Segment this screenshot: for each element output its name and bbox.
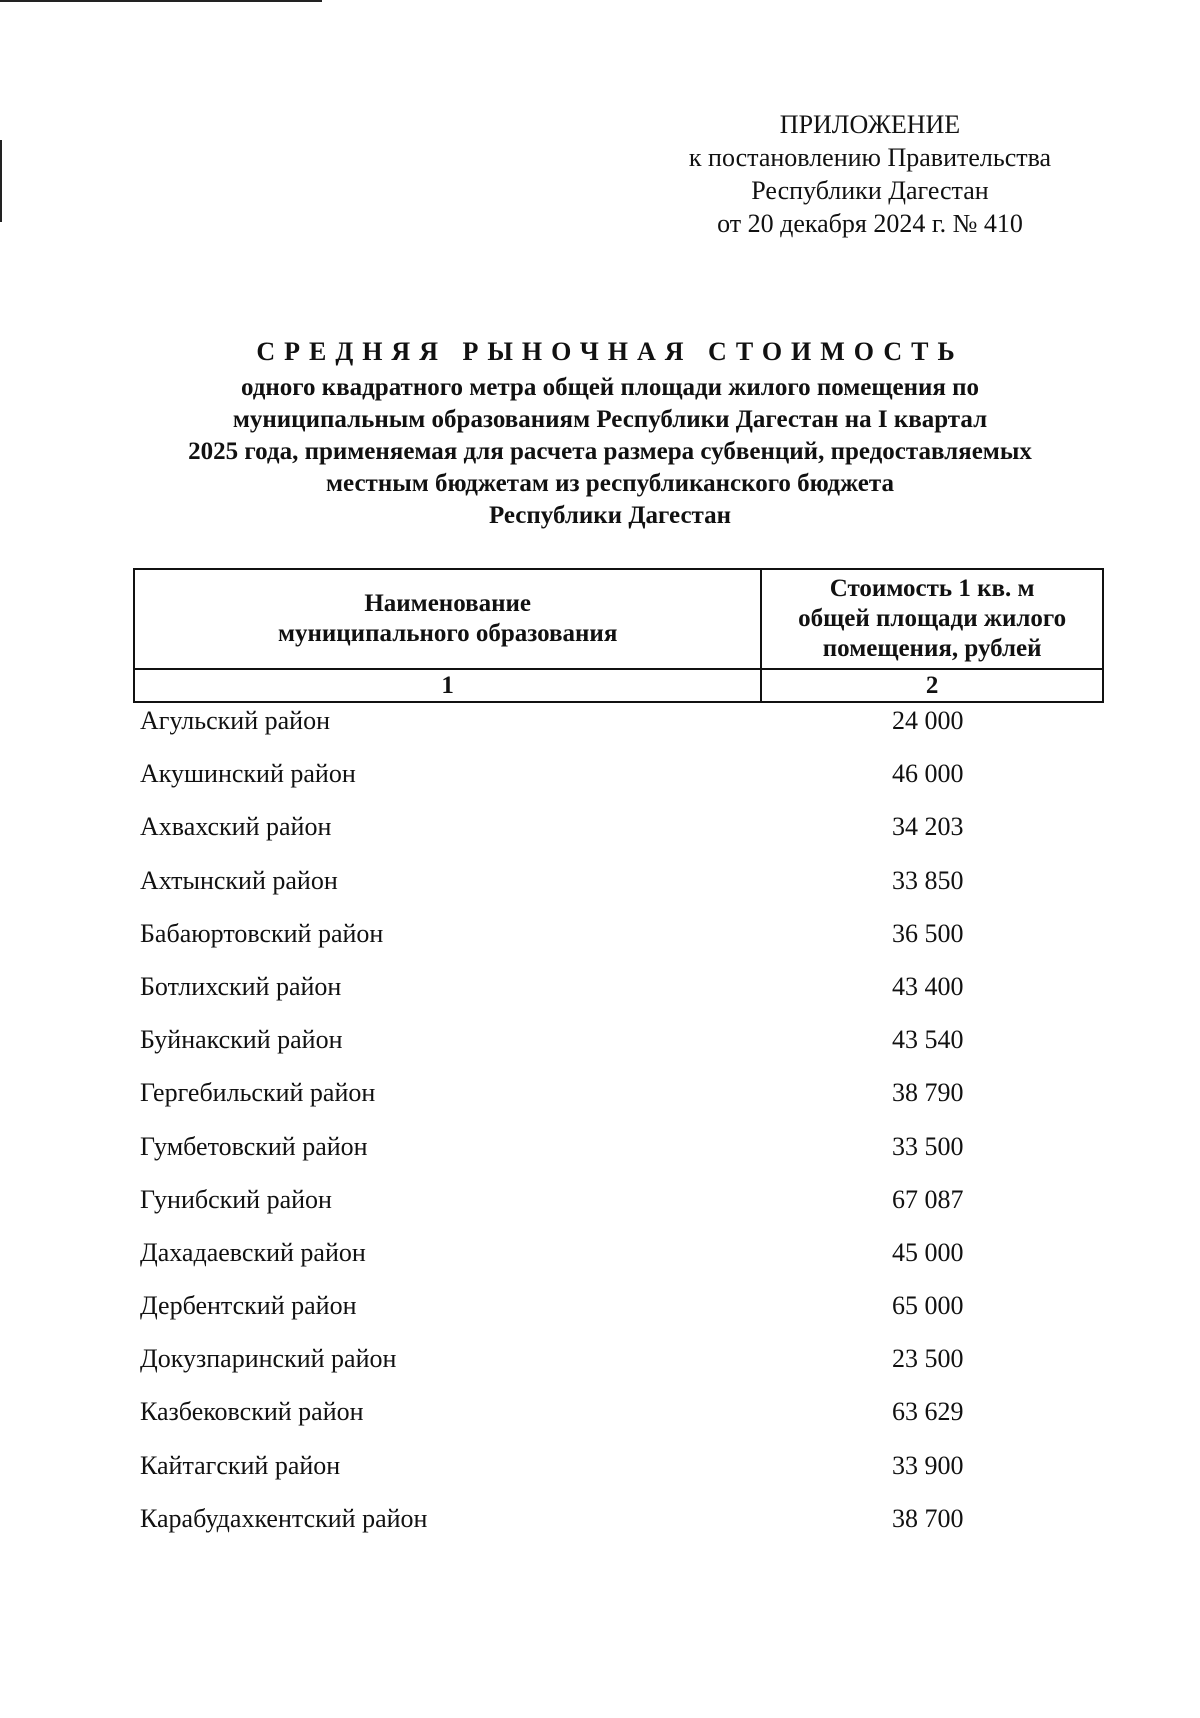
cost-value: 33 500	[892, 1131, 964, 1161]
cost-value: 38 790	[892, 1078, 964, 1108]
header-text: Стоимость 1 кв. м	[829, 575, 1035, 602]
table-row	[140, 1397, 1100, 1450]
table-row	[140, 1291, 1100, 1344]
cost-value: 34 203	[892, 812, 964, 842]
municipality-name: Дербентский район	[140, 1291, 357, 1321]
municipality-name: Ботлихский район	[140, 971, 342, 1001]
appendix-line: к постановлению Правительства	[688, 143, 1052, 172]
cost-value: 38 700	[892, 1503, 964, 1533]
cost-value: 24 000	[892, 706, 964, 735]
scan-edge-mark	[0, 140, 2, 222]
table-row	[140, 972, 1100, 1025]
cost-value: 65 000	[892, 1291, 964, 1321]
municipality-name: Агульский район	[140, 706, 330, 735]
scan-edge-mark	[300, 0, 322, 2]
table-row	[140, 1451, 1100, 1504]
municipality-name: Гергебильский район	[140, 1078, 376, 1108]
table-row	[140, 706, 1100, 759]
cost-value: 45 000	[892, 1237, 964, 1267]
header-text: помещения, рублей	[822, 635, 1042, 662]
title-line: одного квадратного метра общей площади жилого помещения по	[240, 374, 980, 401]
title-line: муниципальным образованиям Республики Дагестан на I квартал	[232, 406, 988, 433]
table-row	[140, 1238, 1100, 1291]
municipality-name: Бабаюртовский район	[140, 918, 384, 948]
document-title	[110, 336, 1110, 532]
table-row	[140, 759, 1100, 812]
table-header	[133, 568, 1104, 703]
appendix-line: Республики Дагестан	[751, 176, 989, 205]
table-row	[140, 1185, 1100, 1238]
table-row	[140, 812, 1100, 865]
table-row	[140, 866, 1100, 919]
cost-value: 63 629	[892, 1397, 964, 1427]
title-line: 2025 года, применяемая для расчета размера субвенций, предоставляемых	[188, 438, 1032, 465]
appendix-heading: ПРИЛОЖЕНИЕ	[779, 110, 961, 139]
cost-value: 46 000	[892, 759, 964, 789]
header-text: общей площади жилого	[798, 605, 1067, 632]
header-text: муниципального образования	[277, 620, 618, 647]
cost-value: 23 500	[892, 1344, 964, 1374]
municipality-name: Ахтынский район	[140, 865, 338, 895]
column-number-1: 1	[134, 669, 761, 702]
table-row	[140, 919, 1100, 972]
municipality-name: Гунибский район	[140, 1184, 332, 1214]
municipality-name: Дахадаевский район	[140, 1237, 366, 1267]
table-row	[140, 1132, 1100, 1185]
title-line: местным бюджетам из республиканского бюджета	[326, 470, 894, 497]
scan-edge-mark	[0, 0, 300, 2]
header-cost	[761, 569, 1103, 669]
table-row	[140, 1504, 1100, 1557]
column-number-2: 2	[761, 669, 1103, 702]
table-row	[140, 1344, 1100, 1397]
table-body	[140, 706, 1100, 1557]
cost-value: 36 500	[892, 918, 964, 948]
cost-value: 43 400	[892, 971, 964, 1001]
municipality-name: Ахвахский район	[140, 812, 332, 842]
municipality-name: Докузпаринский район	[140, 1344, 397, 1374]
cost-value: 33 850	[892, 865, 964, 895]
cost-value: 43 540	[892, 1025, 964, 1055]
municipality-name: Буйнакский район	[140, 1025, 343, 1055]
cost-value: 67 087	[892, 1184, 964, 1214]
header-text: Наименование	[364, 590, 531, 617]
appendix-date: от 20 декабря 2024 г. № 410	[717, 209, 1023, 238]
appendix-block	[640, 108, 1100, 240]
municipality-name: Акушинский район	[140, 759, 356, 789]
title-main: СРЕДНЯЯ РЫНОЧНАЯ СТОИМОСТЬ	[256, 337, 964, 366]
table-row	[140, 1078, 1100, 1131]
table-row	[140, 1025, 1100, 1078]
cost-value: 33 900	[892, 1450, 964, 1480]
municipality-name: Карабудахкентский район	[140, 1503, 428, 1533]
municipality-name: Гумбетовский район	[140, 1131, 368, 1161]
municipality-name: Казбековский район	[140, 1397, 364, 1427]
header-municipality	[134, 569, 761, 669]
title-line: Республики Дагестан	[488, 502, 732, 529]
municipality-name: Кайтагский район	[140, 1450, 341, 1480]
